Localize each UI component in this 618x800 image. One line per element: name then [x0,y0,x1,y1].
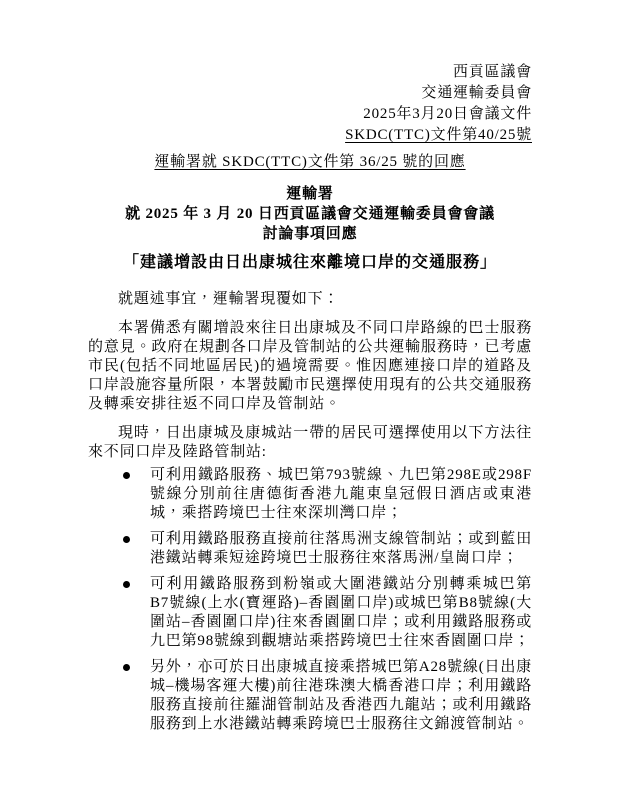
list-item-text: 可利用鐵路服務、城巴第793號線、九巴第298E或298F號線分別前往唐德街香港九龍東皇冠假日酒店或東港城，乘搭跨境巴士往來深圳灣口岸； [150,467,532,521]
body-paragraphs [88,319,532,462]
main-title [88,184,532,244]
list-item [88,466,532,523]
response-title: 運輸署就 SKDC(TTC)文件第 36/25 號的回應 [154,154,466,170]
body-paragraph: 現時，日出康城及康城站一帶的居民可選擇使用以下方法往來不同口岸及陸路管制站: [88,425,532,460]
list-item-text: 可利用鐵路服務直接前往落馬洲支線管制站；或到藍田港鐵站轉乘短途跨境巴士服務往來落馬洲/皇崗口岸； [150,531,532,566]
document-header [88,62,532,146]
intro-paragraph: 就題述事宜，運輸署現覆如下： [118,291,340,307]
list-item-text: 另外，亦可於日出康城直接乘搭城巴第A28號線(日出康城–機場客運大樓)前往港珠澳大橋香港口岸；利用鐵路服務直接前往羅湖管制站及香港西九龍站；或利用鐵路服務到上水港鐵站轉乘跨境巴士服務往文錦渡管制站。 [150,659,532,732]
list-item [88,530,532,568]
header-line: 交通運輸委員會 [421,85,532,101]
list-item [88,575,532,651]
list-item [88,658,532,734]
list-item-text: 可利用鐵路服務到粉嶺或大圍港鐵站分別轉乘城巴第B7號線(上水(寶運路)–香園圍口岸)或城巴第B8號線(大圍站–香園圍口岸)往來香園圍口岸；或利用鐵路服務或九巴第98號線到觀塘站乘搭跨境巴士往來香園圍口岸； [150,576,532,649]
bullet-icon [123,664,130,671]
main-title-line: 討論事項回應 [262,226,358,242]
header-line: 2025年3月20日會議文件 [363,106,532,122]
main-title-line: 運輸署 [286,186,334,202]
bullet-icon [123,472,130,479]
header-lines [88,62,532,125]
bullet-icon [123,536,130,543]
bullet-icon [123,581,130,588]
document-reference-number: SKDC(TTC)文件第40/25號 [345,127,532,143]
header-line: 西貢區議會 [452,64,532,80]
body-paragraph: 本署備悉有關增設來往日出康城及不同口岸路線的巴士服務的意見。政府在規劃各口岸及管制站的公共運輸服務時，已考慮市民(包括不同地區居民)的過境需要。惟因應連接口岸的道路及口岸設施容量所限，本署鼓勵市民選擇使用現有的公共交通服務及轉乘安排往返不同口岸及管制站。 [88,320,532,412]
main-title-line: 就 2025 年 3 月 20 日西貢區議會交通運輸委員會會議 [125,206,495,222]
subject-title: 「建議增設由日出康城往來離境口岸的交通服務」 [122,254,497,271]
bullet-list [88,466,532,734]
